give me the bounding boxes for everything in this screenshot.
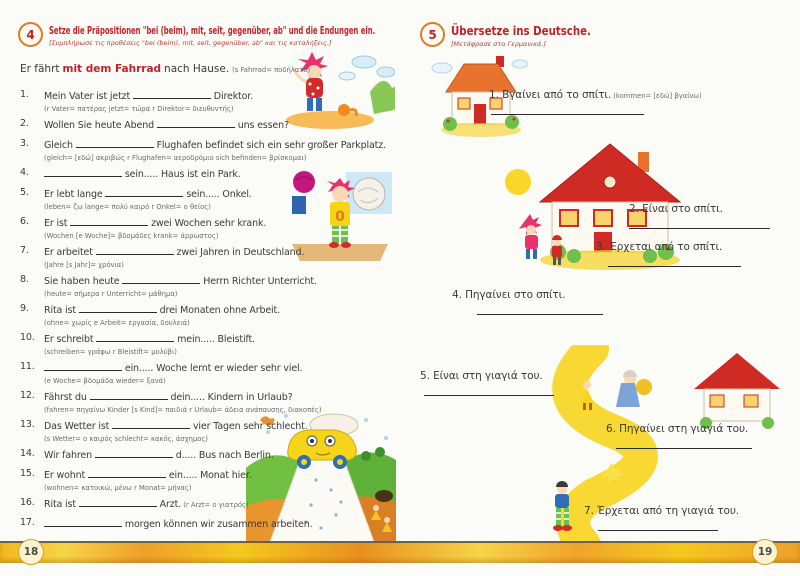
exercise-5-number-badge: 5 — [420, 22, 445, 47]
fill-in-blank[interactable] — [424, 382, 554, 396]
fill-in-blank[interactable] — [598, 517, 718, 531]
vocabulary-gloss: (Wochen [e Woche]= βδομάδες krank= άρρωστος) — [44, 231, 219, 240]
vocabulary-gloss: (e Woche= βδομάδα wieder= ξανά) — [44, 376, 166, 385]
vocabulary-gloss: (ohne= χωρίς e Arbeit= εργασία, δουλειά) — [44, 318, 190, 327]
item-number: 9. — [20, 303, 29, 314]
page-number-18: 18 — [18, 539, 44, 565]
exercise-4-header — [18, 22, 410, 47]
fill-in-blank[interactable] — [88, 468, 166, 478]
item-number: 14. — [20, 448, 35, 459]
translation-item: 3. Έρχεται από το σπίτι. — [596, 241, 741, 267]
exercise-item: 12. Fährst du dein..... Kindern in Urlaub? (fahren= πηγαίνω Kinder [s Kind]= παιδιά r Urlaub= άδεια ανάπαυσης, διακοπές) — [20, 390, 410, 414]
item-number: 3. — [596, 241, 610, 253]
footer-band — [0, 541, 800, 563]
item-number: 15. — [20, 468, 35, 479]
exercise-4-number-badge: 4 — [18, 22, 43, 47]
exercise-5-title: Übersetze ins Deutsche. — [451, 24, 591, 38]
item-number: 6. — [606, 423, 620, 435]
exercise-item: 16. Rita ist Arzt. (r Arzt= ο γιατρός) — [20, 497, 249, 510]
example-post: nach Hause. — [164, 63, 230, 75]
vocabulary-gloss: (r Arzt= ο γιατρός) — [181, 501, 249, 509]
vocabulary-gloss: (heute= σήμερα r Unterricht= μάθημα) — [44, 289, 178, 298]
fill-in-blank[interactable] — [629, 215, 770, 229]
exercise-item: 14. Wir fahren d..... Bus nach Berlin. — [20, 448, 274, 461]
vocabulary-gloss: (r Vater= πατέρας jetzt= τώρα r Direktor= διευθυντής) — [44, 104, 234, 113]
fill-in-blank[interactable] — [44, 167, 122, 177]
exercise-item: 3. Gleich Flughafen befindet sich ein sehr großer Parkplatz. (gleich= [εδώ] ακριβώς r Flughafen= αεροδρόμιο sich befinden= βρίσκομαι) — [20, 138, 410, 162]
translation-item: 7. Έρχεται από τη γιαγιά του. — [584, 505, 739, 531]
example-highlight: mit dem Fahrrad — [62, 63, 162, 75]
example-gloss: (s Fahrrad= ποδήλατο) — [232, 66, 311, 74]
vocabulary-gloss: (wohnen= κατοικώ, μένω r Monat= μήνας) — [44, 483, 192, 492]
fill-in-blank[interactable] — [70, 216, 148, 226]
item-number: 1. — [489, 89, 503, 101]
fill-in-blank[interactable] — [105, 187, 183, 197]
exercise-item: 1. Mein Vater ist jetzt Direktor. (r Vater= πατέρας jetzt= τώρα r Direktor= διευθυντής) — [20, 89, 410, 113]
vocabulary-gloss: (Jahre [s Jahr]= χρόνια) — [44, 260, 124, 269]
fill-in-blank[interactable] — [95, 448, 173, 458]
fill-in-blank[interactable] — [157, 118, 235, 128]
vocabulary-gloss: (kommen= [εδώ] βγαίνω) — [611, 92, 702, 100]
fill-in-blank[interactable] — [96, 245, 174, 255]
fill-in-blank[interactable] — [112, 419, 190, 429]
example-pre: Er fährt — [20, 63, 60, 75]
translation-item: 4. Πηγαίνει στο σπίτι. — [452, 289, 603, 315]
exercise-4-subtitle: [Συμπλήρωσε τις προθέσεις "bei (beim), mit, seit, gegenüber, ab" και τις καταλήξεις.] — [49, 39, 332, 47]
item-number: 3. — [20, 138, 29, 149]
fill-in-blank[interactable] — [491, 101, 644, 115]
translation-item: 2. Είναι στο σπίτι. — [629, 203, 770, 229]
translation-item: 6. Πηγαίνει στη γιαγιά του. — [606, 423, 752, 449]
item-number: 1. — [20, 89, 29, 100]
item-number: 4. — [452, 289, 466, 301]
item-number: 2. — [629, 203, 643, 215]
item-number: 12. — [20, 390, 35, 401]
item-number: 5. — [20, 187, 29, 198]
item-number: 8. — [20, 274, 29, 285]
vocabulary-gloss: (fahren= πηγαίνω Kinder [s Kind]= παιδιά r Urlaub= άδεια ανάπαυσης, διακοπές) — [44, 405, 322, 414]
fill-in-blank[interactable] — [79, 303, 157, 313]
fill-in-blank[interactable] — [133, 89, 211, 99]
item-number: 10. — [20, 332, 35, 343]
vocabulary-gloss: (schreiben= γράφω r Bleistift= μολύβι) — [44, 347, 177, 356]
page-number-19: 19 — [752, 539, 778, 565]
exercise-item: 5. Er lebt lange sein..... Onkel. (leben= ζω lange= πολύ καιρό r Onkel= ο θείος) — [20, 187, 410, 211]
item-number: 6. — [20, 216, 29, 227]
exercise-5-header — [420, 22, 616, 48]
exercise-5-subtitle: [Μετάφρασε στα Γερμανικά.] — [451, 40, 546, 48]
item-number: 11. — [20, 361, 35, 372]
exercise-item: 17. morgen können wir zusammen arbeiten. — [20, 517, 313, 530]
exercise-item: 10. Er schreibt mein..... Bleistift. (schreiben= γράφω r Bleistift= μολύβι) — [20, 332, 410, 356]
fill-in-blank[interactable] — [90, 390, 168, 400]
fill-in-blank[interactable] — [477, 301, 603, 315]
fill-in-blank[interactable] — [122, 274, 200, 284]
item-number: 7. — [584, 505, 598, 517]
exercise-item: 9. Rita ist drei Monaten ohne Arbeit. (ohne= χωρίς e Arbeit= εργασία, δουλειά) — [20, 303, 410, 327]
exercise-item: 2. Wollen Sie heute Abend uns essen? — [20, 118, 289, 131]
exercise-item: 15. Er wohnt ein..... Monat hier. (wohnen= κατοικώ, μένω r Monat= μήνας) — [20, 468, 410, 492]
item-number: 16. — [20, 497, 35, 508]
fill-in-blank[interactable] — [79, 497, 157, 507]
vocabulary-gloss: (s Wetter= ο καιρός schlecht= κακός, άσχημος) — [44, 434, 209, 443]
page-left — [18, 22, 410, 537]
item-number: 7. — [20, 245, 29, 256]
item-number: 4. — [20, 167, 29, 178]
left-items — [20, 89, 410, 532]
example-sentence — [20, 63, 410, 75]
exercise-item: 4. sein..... Haus ist ein Park. — [20, 167, 241, 180]
translation-item: 1. Βγαίνει από το σπίτι. (kommen= [εδώ] βγαίνω) — [489, 89, 702, 115]
fill-in-blank[interactable] — [616, 435, 752, 449]
page-right-header — [420, 22, 616, 48]
translation-item: 5. Είναι στη γιαγιά του. — [420, 370, 554, 396]
exercise-item: 7. Er arbeitet zwei Jahren in Deutschland. (Jahre [s Jahr]= χρόνια) — [20, 245, 410, 269]
clown-shirt-digit: 0 — [335, 209, 345, 225]
exercise-item: 8. Sie haben heute Herrn Richter Unterricht. (heute= σήμερα r Unterricht= μάθημα) — [20, 274, 410, 298]
fill-in-blank[interactable] — [608, 253, 741, 267]
fill-in-blank[interactable] — [44, 361, 122, 371]
exercise-item: 6. Er ist zwei Wochen sehr krank. (Wochen [e Woche]= βδομάδες krank= άρρωστος) — [20, 216, 410, 240]
vocabulary-gloss: (leben= ζω lange= πολύ καιρό r Onkel= ο θείος) — [44, 202, 211, 211]
item-number: 2. — [20, 118, 29, 129]
fill-in-blank[interactable] — [96, 332, 174, 342]
exercise-item: 13. Das Wetter ist vier Tagen sehr schlecht. (s Wetter= ο καιρός schlecht= κακός, άσχημος) — [20, 419, 410, 443]
fill-in-blank[interactable] — [44, 517, 122, 527]
item-number: 5. — [420, 370, 434, 382]
vocabulary-gloss: (gleich= [εδώ] ακριβώς r Flughafen= αεροδρόμιο sich befinden= βρίσκομαι) — [44, 153, 307, 162]
item-number: 13. — [20, 419, 35, 430]
exercise-4-title: Setze die Präpositionen "bei (beim), mit, seit, gegenüber, ab" und die Endungen ein. — [49, 24, 376, 37]
item-number: 17. — [20, 517, 35, 528]
exercise-item: 11. ein..... Woche lernt er wieder sehr viel. (e Woche= βδομάδα wieder= ξανά) — [20, 361, 410, 385]
fill-in-blank[interactable] — [76, 138, 154, 148]
